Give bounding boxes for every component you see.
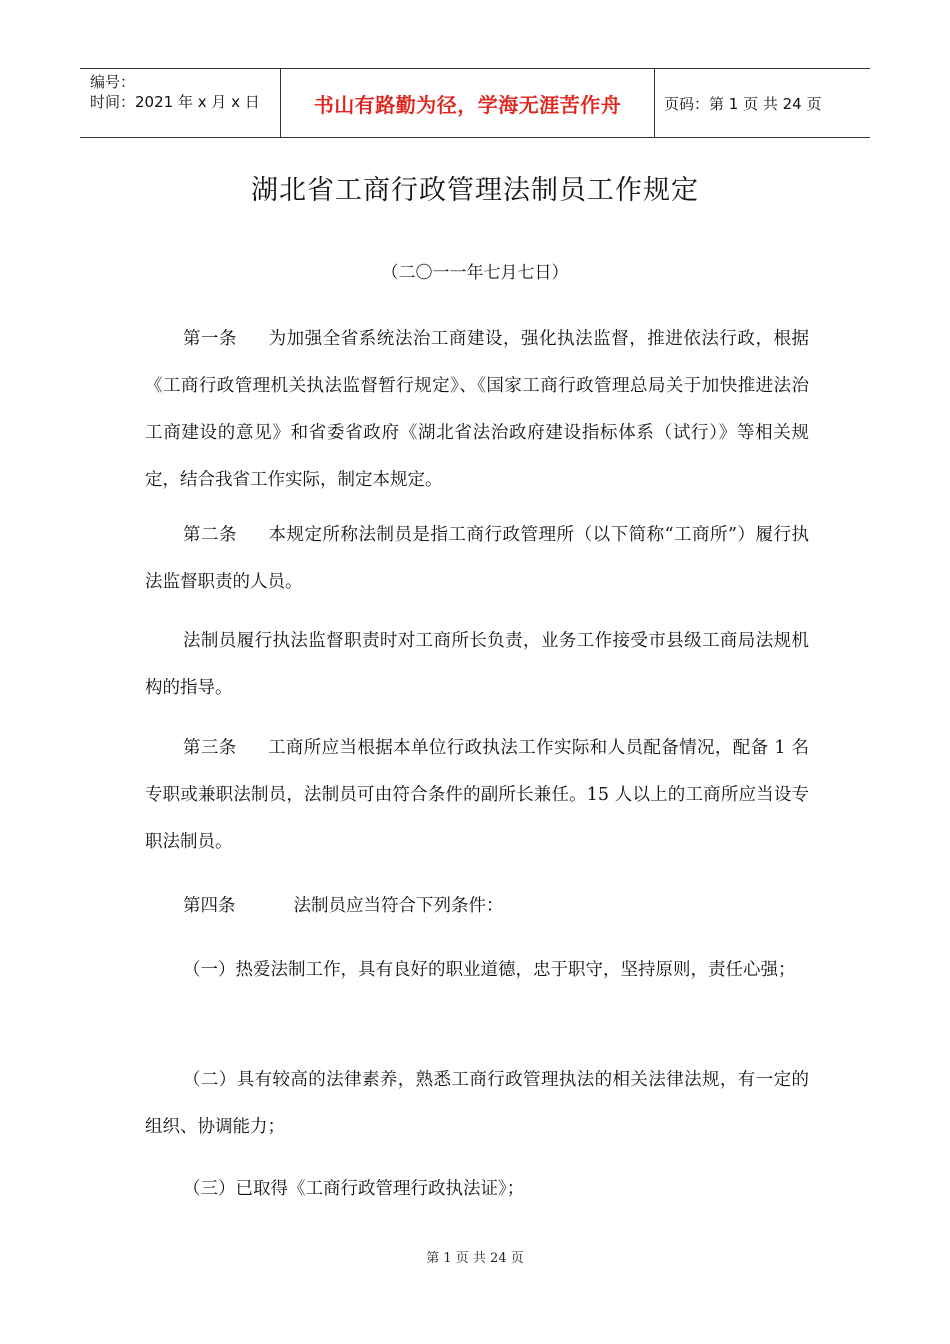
header-page-number: 页码：第 1 页 共 24 页 <box>664 94 822 113</box>
list-item <box>145 1057 809 1151</box>
header-divider <box>654 69 655 137</box>
article-label: 第二条 <box>183 525 238 545</box>
page-header <box>80 68 870 138</box>
header-motto: 书山有路勤为径，学海无涯苦作舟 <box>313 92 622 117</box>
page-footer: 第 1 页 共 24 页 <box>426 1251 524 1266</box>
list-item-text: （二）具有较高的法律素养，熟悉工商行政管理执法的相关法律法规，有一定的组织、协调能力； <box>145 1070 809 1137</box>
list-item <box>145 947 809 994</box>
document-number-label: 编号： <box>90 73 136 91</box>
article-2-paragraph-2 <box>145 618 809 712</box>
document-time-label: 时间：2021 年 x 月 x 日 <box>90 93 260 111</box>
document-date: （二〇一一年七月七日） <box>381 263 569 283</box>
list-item-text: （一）热爱法制工作，具有良好的职业道德，忠于职守，坚持原则，责任心强； <box>183 960 796 980</box>
article-2 <box>145 512 809 606</box>
article-text: 法制员履行执法监督职责时对工商所长负责，业务工作接受市县级工商局法规机构的指导。 <box>145 631 809 698</box>
article-text: 工商所应当根据本单位行政执法工作实际和人员配备情况，配备 1 名专职或兼职法制员，法制员可由符合条件的副所长兼任。15 人以上的工商所应当设专职法制员。 <box>145 738 809 852</box>
header-meta <box>90 72 260 112</box>
article-text: 本规定所称法制员是指工商行政管理所（以下简称“工商所”）履行执法监督职责的人员。 <box>145 525 809 592</box>
article-1 <box>145 316 809 504</box>
article-text: 法制员应当符合下列条件： <box>293 896 504 916</box>
article-3 <box>145 725 809 866</box>
article-label: 第三条 <box>183 738 237 758</box>
article-label: 第一条 <box>183 329 238 349</box>
list-item <box>145 1166 809 1213</box>
list-item-text: （三）已取得《工商行政管理行政执法证》； <box>183 1179 525 1199</box>
article-text: 为加强全省系统法治工商建设，强化执法监督，推进依法行政，根据《工商行政管理机关执法监督暂行规定》、《国家工商行政管理总局关于加快推进法治工商建设的意见》和省委省政府《湖北省法治政府建设指标体系（试行）》等相关规定，结合我省工作实际，制定本规定。 <box>145 329 810 490</box>
article-label: 第四条 <box>183 896 236 916</box>
article-4 <box>145 883 809 930</box>
document-title: 湖北省工商行政管理法制员工作规定 <box>251 175 699 206</box>
